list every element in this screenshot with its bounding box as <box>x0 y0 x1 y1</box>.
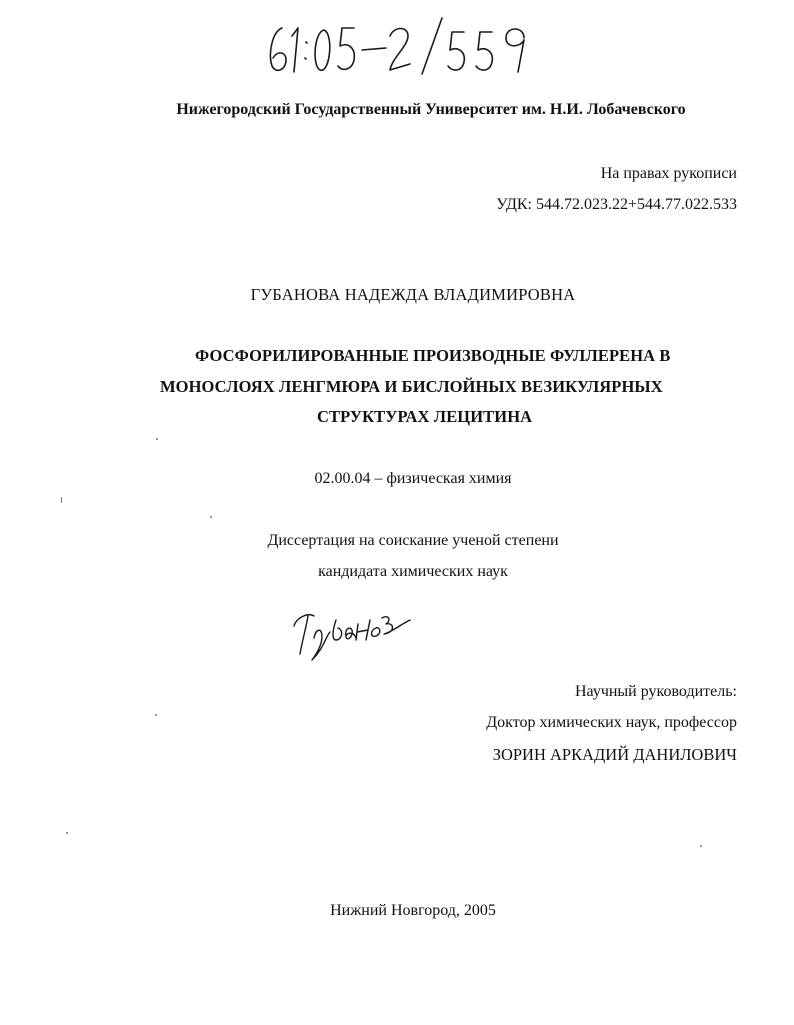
manuscript-rights: На правах рукописи <box>600 165 737 182</box>
title-line-1: ФОСФОРИЛИРОВАННЫЕ ПРОИЗВОДНЫЕ ФУЛЛЕРЕНА В <box>195 346 671 365</box>
degree-line-2: кандидата химических наук <box>318 563 508 580</box>
scan-speck <box>156 438 158 440</box>
scan-speck <box>700 845 702 847</box>
degree-line-1: Диссертация на соискание ученой степени <box>267 532 559 549</box>
udc-code: УДК: 544.72.023.22+544.77.022.533 <box>496 196 737 213</box>
author-name: ГУБАНОВА НАДЕЖДА ВЛАДИМИРОВНА <box>250 285 576 304</box>
supervisor-title: Доктор химических наук, профессор <box>486 714 737 731</box>
title-line-2: МОНОСЛОЯХ ЛЕНГМЮРА И БИСЛОЙНЫХ ВЕЗИКУЛЯРНЫХ <box>160 377 663 396</box>
author-signature <box>284 598 416 670</box>
supervisor-name: ЗОРИН АРКАДИЙ ДАНИЛОВИЧ <box>492 745 737 764</box>
supervisor-label: Научный руководитель: <box>574 683 737 700</box>
city-year: Нижний Новгород, 2005 <box>330 902 496 919</box>
scan-speck <box>61 497 62 503</box>
specialty: 02.00.04 – физическая химия <box>314 470 512 487</box>
university-name: Нижегородский Государственный Университет им. Н.И. Лобачевского <box>176 101 686 118</box>
scan-speck <box>66 832 68 834</box>
archive-number-handwritten <box>262 14 532 76</box>
scan-speck <box>155 714 157 716</box>
scan-speck <box>210 516 212 518</box>
title-line-3: СТРУКТУРАХ ЛЕЦИТИНА <box>317 407 533 426</box>
